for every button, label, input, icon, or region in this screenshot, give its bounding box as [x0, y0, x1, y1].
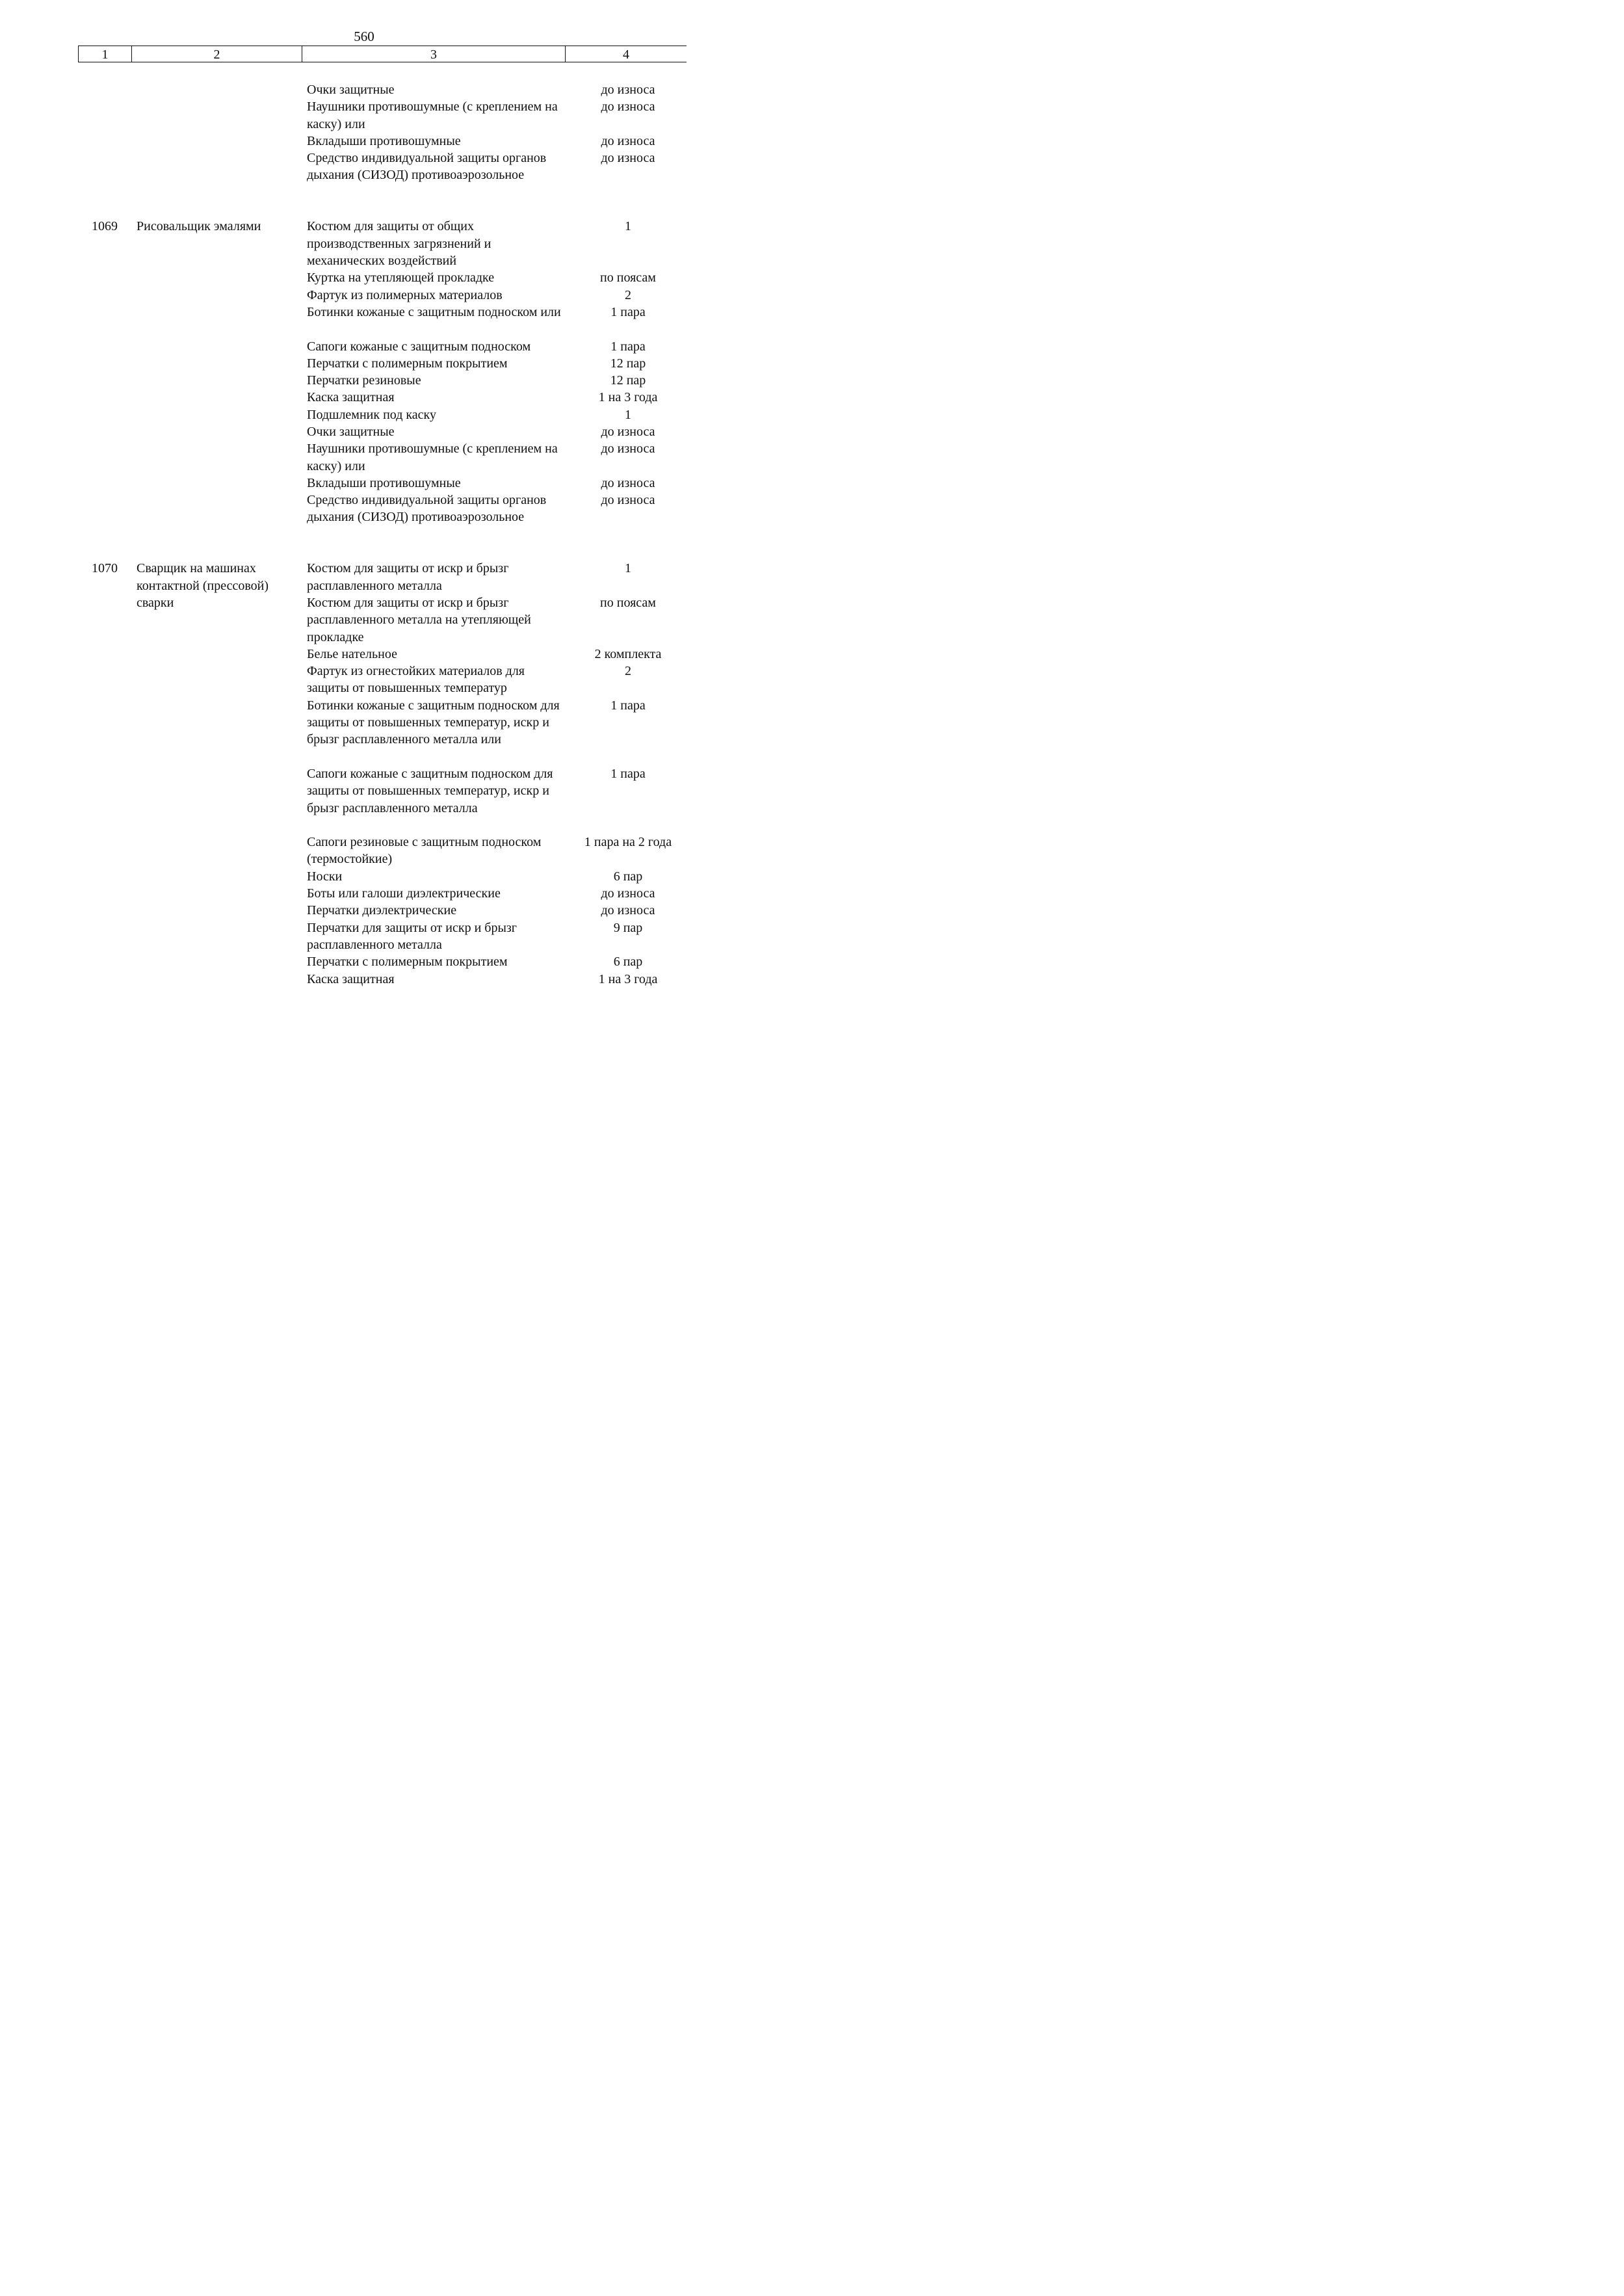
item-name: Каска защитная: [307, 390, 395, 405]
item-name: Перчатки с полимерным покрытием: [307, 955, 508, 970]
item-norm: 6 пар: [613, 955, 643, 970]
item-name: Подшлемник под каску: [307, 407, 436, 422]
item-name: Боты или галоши диэлектрические: [307, 886, 501, 901]
item-name: Перчатки с полимерным покрытием: [307, 356, 508, 371]
item-norm: 6 пар: [613, 869, 643, 884]
header-col-3: 3: [302, 46, 565, 62]
page-number: 560: [354, 29, 374, 44]
item-name: Сапоги кожаные с защитным подноском для защиты от повышенных температур, искр и брызг расплавленного металла: [307, 767, 553, 815]
item-name: Сапоги резиновые с защитным подноском (термостойкие): [307, 835, 542, 867]
item-norm: 1 пара: [610, 767, 646, 781]
item-name: Куртка на утепляющей прокладке: [307, 271, 495, 285]
item-name: Средство индивидуальной защиты органов дыхания (СИЗОД) противоаэрозольное: [307, 493, 547, 525]
item-norm: до износа: [601, 493, 655, 508]
row-number: 1069: [92, 219, 118, 234]
item-name: Перчатки для защиты от искр и брызг расплавленного металла: [307, 920, 517, 952]
row-profession: Рисовальщик эмалями: [137, 219, 261, 234]
item-norm: 12 пар: [610, 373, 646, 388]
item-name: Ботинки кожаные с защитным подноском для защиты от повышенных температур, искр и брызг расплавленного металла или: [307, 698, 560, 747]
item-norm: 2: [625, 664, 631, 679]
item-name: Костюм для защиты от искр и брызг расплавленного металла: [307, 561, 509, 593]
header-col-2: 2: [131, 46, 302, 62]
item-norm: по поясам: [600, 596, 656, 610]
item-name: Фартук из огнестойких материалов для защиты от повышенных температур: [307, 664, 525, 696]
item-norm: 1: [625, 561, 631, 576]
row-number: 1070: [92, 561, 118, 576]
item-norm: до износа: [601, 425, 655, 439]
item-norm: 9 пар: [613, 920, 643, 935]
item-name: Ботинки кожаные с защитным подноском или: [307, 304, 561, 319]
item-norm: до износа: [601, 133, 655, 148]
item-name: Белье нательное: [307, 646, 397, 661]
item-name: Вкладыши противошумные: [307, 133, 461, 148]
item-name: Перчатки диэлектрические: [307, 903, 457, 918]
header-col-1: 1: [78, 46, 131, 62]
header-col-4: 4: [565, 46, 687, 62]
item-name: Сапоги кожаные с защитным подноском: [307, 339, 531, 354]
item-norm: до износа: [601, 442, 655, 456]
item-name: Носки: [307, 869, 343, 884]
item-norm: 1: [625, 407, 631, 422]
item-name: Костюм для защиты от общих производственных загрязнений и механических воздействий: [307, 219, 491, 268]
item-name: Перчатки резиновые: [307, 373, 421, 388]
item-name: Фартук из полимерных материалов: [307, 287, 503, 302]
item-name: Костюм для защиты от искр и брызг расплавленного металла на утепляющей прокладке: [307, 596, 531, 644]
item-name: Средство индивидуальной защиты органов дыхания (СИЗОД) противоаэрозольное: [307, 151, 547, 183]
item-name: Наушники противошумные (с креплением на каску) или: [307, 442, 558, 473]
item-norm: до износа: [601, 903, 655, 918]
item-norm: 1 пара на 2 года: [584, 835, 672, 850]
item-norm: до износа: [601, 83, 655, 97]
item-norm: 1: [625, 219, 631, 234]
item-name: Очки защитные: [307, 425, 395, 439]
item-norm: 1 пара: [610, 698, 646, 713]
item-norm: 1 пара: [610, 339, 646, 354]
item-name: Очки защитные: [307, 83, 395, 97]
item-norm: 1 пара: [610, 304, 646, 319]
item-norm: 2 комплекта: [594, 646, 662, 661]
item-norm: до износа: [601, 475, 655, 490]
item-norm: до износа: [601, 886, 655, 901]
item-norm: 1 на 3 года: [598, 390, 658, 405]
row-profession: Сварщик на машинах контактной (прессовой) сварки: [137, 561, 269, 610]
item-norm: 12 пар: [610, 356, 646, 371]
item-norm: 1 на 3 года: [598, 971, 658, 986]
item-norm: до износа: [601, 99, 655, 114]
table-header: [78, 46, 687, 64]
item-name: Вкладыши противошумные: [307, 475, 461, 490]
document-page: [0, 0, 718, 1014]
item-name: Каска защитная: [307, 971, 395, 986]
item-norm: по поясам: [600, 271, 656, 285]
item-norm: до износа: [601, 151, 655, 166]
item-name: Наушники противошумные (с креплением на каску) или: [307, 99, 558, 131]
item-norm: 2: [625, 287, 631, 302]
